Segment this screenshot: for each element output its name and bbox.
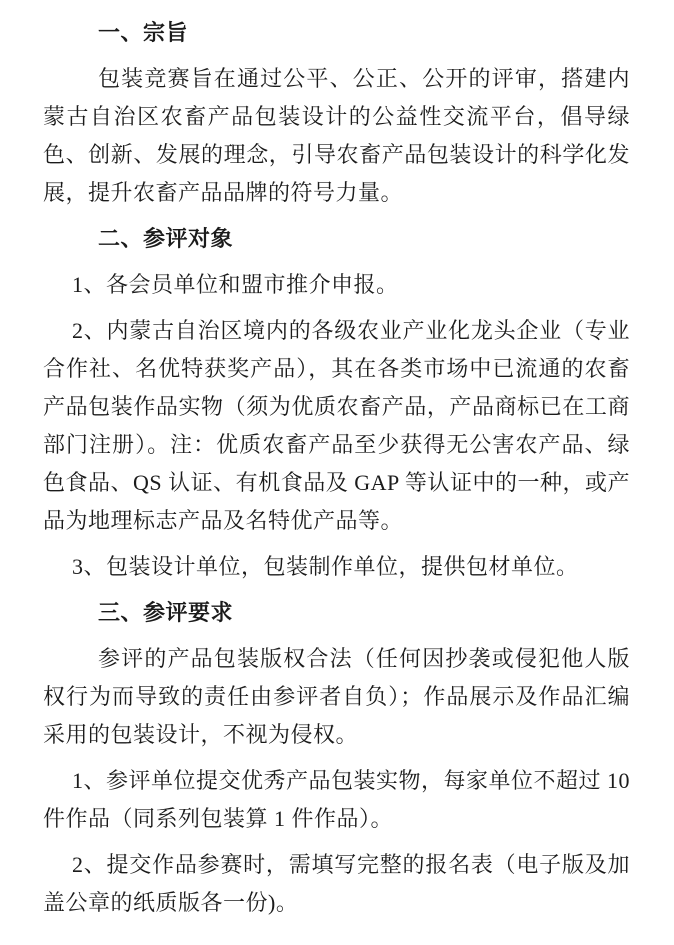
paragraph-requirements-item-2: 2、提交作品参赛时，需填写完整的报名表（电子版及加盖公章的纸质版各一份)。 <box>43 852 630 915</box>
paragraph-requirements-body: 参评的产品包装版权合法（任何因抄袭或侵犯他人版权行为而导致的责任由参评者自负）；作品展示及作品汇编采用的包装设计，不视为侵权。 <box>43 646 630 747</box>
section-heading-purpose: 一、宗旨 <box>98 20 189 45</box>
paragraph-participants-item-3: 3、包装设计单位，包装制作单位，提供包材单位。 <box>72 554 579 579</box>
paragraph-participants-item-1: 1、各会员单位和盟市推介申报。 <box>72 272 399 297</box>
paragraph-participants-item-2: 2、内蒙古自治区境内的各级农业产业化龙头企业（专业合作社、名优特获奖产品），其在各类市场中已流通的农畜产品包装作品实物（须为优质农畜产品，产品商标已在工商部门注册）。注：优质农畜产品至少获得无公害农产品、绿色食品、QS 认证、有机食品及 GAP 等认证中的一种，或产品为地理标志产品及名特优产品等。 <box>43 318 630 533</box>
section-heading-requirements: 三、参评要求 <box>98 600 234 625</box>
paragraph-purpose-body: 包装竞赛旨在通过公平、公正、公开的评审，搭建内蒙古自治区农畜产品包装设计的公益性交流平台，倡导绿色、创新、发展的理念，引导农畜产品包装设计的科学化发展，提升农畜产品品牌的符号力量。 <box>43 66 630 205</box>
paragraph-requirements-item-1: 1、参评单位提交优秀产品包装实物，每家单位不超过 10 件作品（同系列包装算 1 件作品）。 <box>43 768 631 831</box>
section-heading-participants: 二、参评对象 <box>98 226 234 251</box>
